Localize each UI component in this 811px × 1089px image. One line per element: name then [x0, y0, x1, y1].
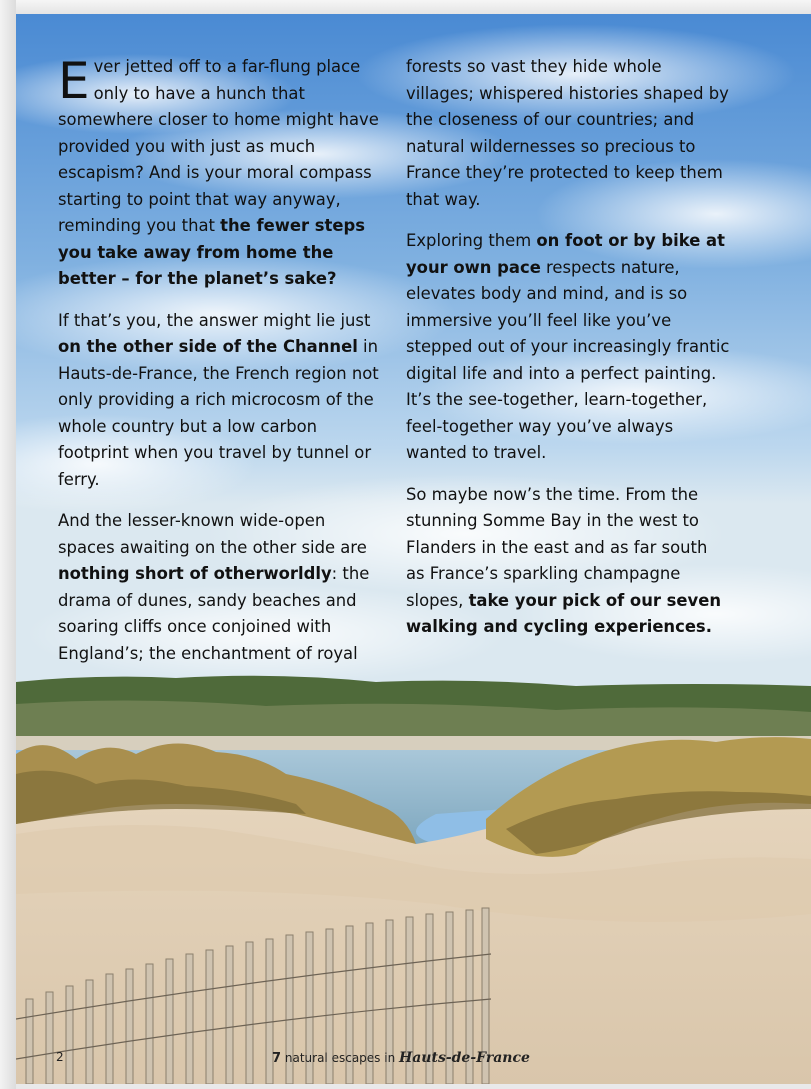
magazine-page — [16, 14, 811, 1084]
intro-text: ver jetted off to a far-flung place only to have a hunch that somewhere closer to home might have provided you with just as much escapism? And is your moral compass starting to point that way anyway, reminding you that — [58, 57, 379, 235]
page-spine-edge — [0, 0, 16, 1089]
footer-tagline — [272, 1050, 530, 1066]
exploring-text-2: respects nature, elevates body and mind, and is so immersive you’ll feel like you’ve stepped out of your increasingly frantic digital life and into a perfect painting. It’s the see-together, learn-together, feel-together way you’ve always wanted to travel. — [406, 257, 730, 462]
channel-text-1: If that’s you, the answer might lie just — [58, 310, 371, 330]
footer-middle: natural escapes in — [284, 1051, 396, 1065]
text-column-right — [406, 54, 731, 656]
spaces-bold: nothing short of otherworldly — [58, 564, 332, 583]
page-top-edge — [0, 0, 811, 14]
intro-bold: the fewer steps you take away from home the better – for the planet’s sake? — [58, 216, 365, 288]
time-bold: take your pick of our seven walking and cycling experiences. — [406, 590, 721, 636]
spaces-text-1: And the lesser-known wide-open spaces awaiting on the other side are — [58, 511, 367, 557]
exploring-paragraph — [406, 228, 731, 467]
time-paragraph — [406, 482, 731, 641]
footer-number: 7 — [272, 1051, 282, 1066]
channel-paragraph — [58, 308, 380, 494]
page-number: 2 — [56, 1050, 64, 1064]
intro-paragraph — [58, 54, 380, 293]
text-column-left — [58, 54, 380, 682]
footer-brand-logo: Hauts-de-France — [399, 1050, 530, 1066]
channel-text-2: in Hauts-de-France, the French region not only providing a rich microcosm of the whole country but a low carbon footprint when you travel by tunnel or ferry. — [58, 337, 379, 489]
spaces-text-2: : the drama of dunes, sandy beaches and soaring cliffs once conjoined with England’s; the enchantment of royal — [58, 564, 370, 663]
forests-paragraph — [406, 54, 731, 213]
time-text: So maybe now’s the time. From the stunning Somme Bay in the west to Flanders in the east and as far south as France’s sparkling champagne slopes, — [406, 484, 708, 610]
exploring-text-1: Exploring them — [406, 231, 537, 250]
forests-text: forests so vast they hide whole villages; whispered histories shaped by the closeness of our countries; and natural wildernesses so precious to France they’re protected to keep them that way. — [406, 57, 729, 209]
drop-cap: E — [58, 52, 90, 110]
page-footer — [56, 1048, 776, 1070]
channel-bold: on the other side of the Channel — [58, 337, 358, 356]
exploring-bold: on foot or by bike at your own pace — [406, 231, 725, 277]
spaces-paragraph — [58, 508, 380, 667]
